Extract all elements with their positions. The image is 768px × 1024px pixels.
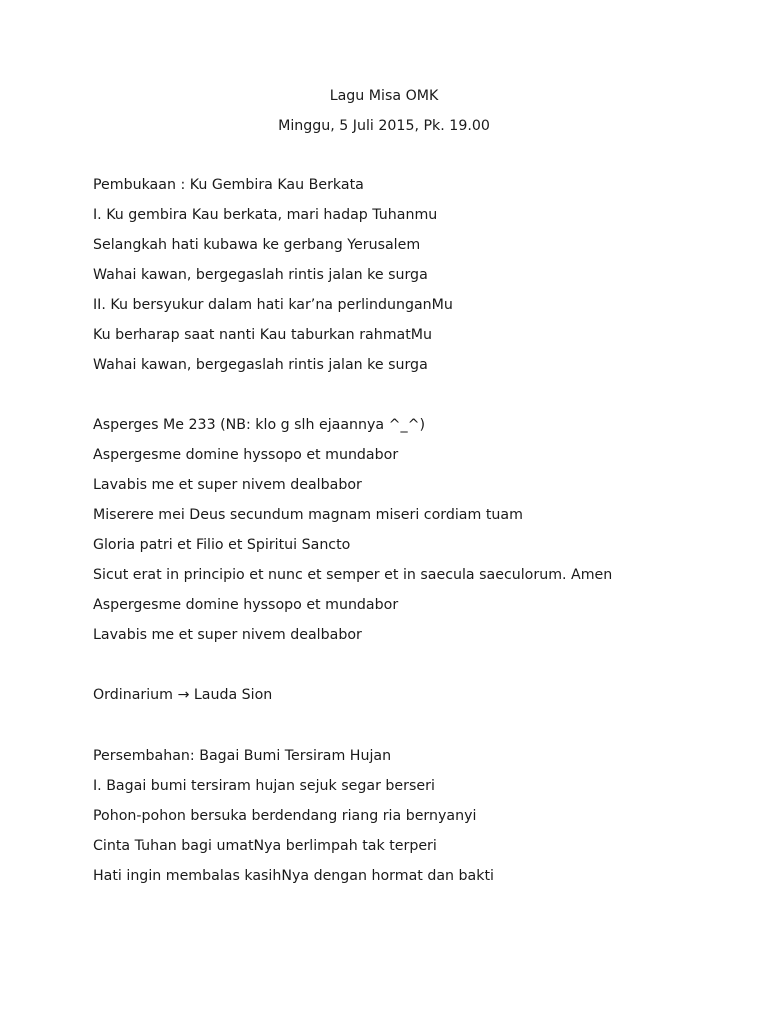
asperges-line: Gloria patri et Filio et Spiritui Sancto (93, 537, 351, 553)
pembukaan-heading: Pembukaan : Ku Gembira Kau Berkata (93, 177, 364, 193)
asperges-line: Miserere mei Deus secundum magnam miseri cordiam tuam (93, 507, 523, 523)
asperges-line: Aspergesme domine hyssopo et mundabor (93, 447, 399, 463)
pembukaan-line: I. Ku gembira Kau berkata, mari hadap Tuhanmu (93, 207, 438, 223)
persembahan-line: Pohon-pohon bersuka berdendang riang ria bernyanyi (93, 808, 477, 824)
document-date: Minggu, 5 Juli 2015, Pk. 19.00 (278, 118, 490, 134)
asperges-line: Lavabis me et super nivem dealbabor (93, 477, 362, 493)
document-title: Lagu Misa OMK (329, 88, 439, 104)
persembahan-line: I. Bagai bumi tersiram hujan sejuk segar berseri (93, 778, 435, 794)
persembahan-line: Cinta Tuhan bagi umatNya berlimpah tak terperi (93, 838, 437, 854)
asperges-line: Aspergesme domine hyssopo et mundabor (93, 597, 399, 613)
ordinarium-heading: Ordinarium → Lauda Sion (93, 687, 273, 703)
persembahan-heading: Persembahan: Bagai Bumi Tersiram Hujan (93, 748, 392, 764)
persembahan-line: Hati ingin membalas kasihNya dengan hormat dan bakti (93, 868, 494, 884)
pembukaan-line: Wahai kawan, bergegaslah rintis jalan ke surga (93, 357, 428, 373)
pembukaan-line: Ku berharap saat nanti Kau taburkan rahmatMu (93, 327, 433, 343)
pembukaan-line: II. Ku bersyukur dalam hati kar’na perlindunganMu (93, 297, 453, 313)
asperges-line: Sicut erat in principio et nunc et semper et in saecula saeculorum. Amen (93, 567, 613, 583)
pembukaan-line: Wahai kawan, bergegaslah rintis jalan ke surga (93, 267, 428, 283)
asperges-line: Lavabis me et super nivem dealbabor (93, 627, 362, 643)
pembukaan-line: Selangkah hati kubawa ke gerbang Yerusalem (93, 237, 421, 253)
asperges-heading: Asperges Me 233 (NB: klo g slh ejaannya ^_^) (93, 417, 426, 433)
